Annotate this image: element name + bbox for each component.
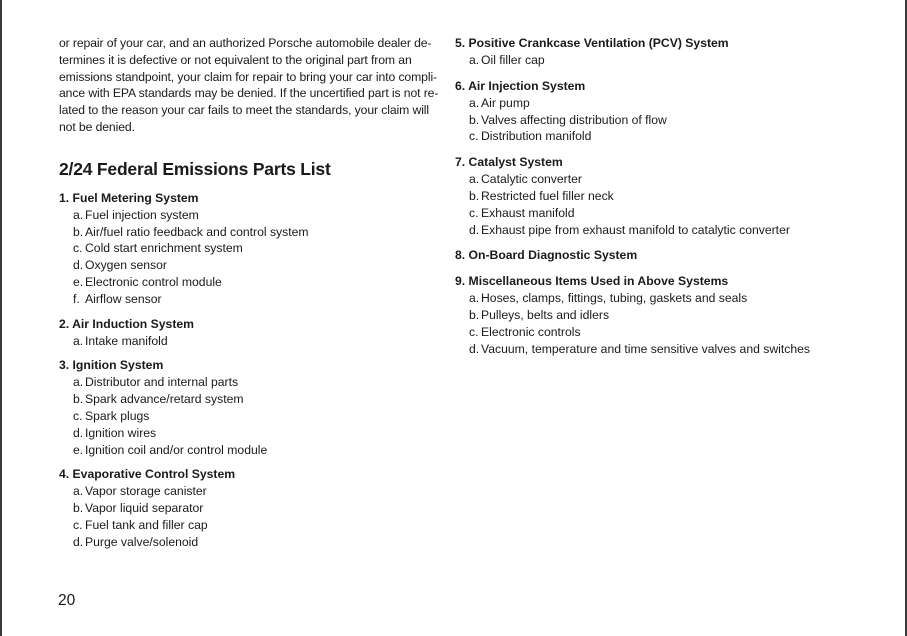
item-letter: c. (469, 129, 479, 144)
intro-line: termines it is defective or not equivalent to the original part from an (59, 52, 412, 67)
list-item (73, 408, 431, 425)
list-item (73, 374, 431, 391)
page-number: 20 (58, 592, 76, 609)
intro-paragraph (59, 35, 439, 136)
item-letter: a. (469, 53, 480, 67)
item-text: Cold start enrichment system (85, 241, 243, 256)
parts-section (455, 273, 875, 357)
item-text: Vacuum, temperature and time sensitive valves and switches (481, 341, 810, 356)
list-item (469, 52, 875, 69)
item-letter: a. (469, 291, 480, 306)
item-text: Oil filler cap (481, 53, 545, 67)
list-item (73, 240, 431, 257)
right-column (455, 35, 875, 367)
list-item (73, 333, 431, 350)
left-sections (59, 190, 431, 551)
list-item (73, 483, 431, 500)
item-text: Vapor storage canister (85, 484, 207, 499)
section-heading: 3. Ignition System (59, 358, 164, 373)
item-text: Valves affecting distribution of flow (481, 112, 667, 127)
item-letter: b. (73, 392, 84, 407)
list-item (469, 307, 875, 324)
item-text: Ignition wires (85, 425, 157, 440)
item-text: Oxygen sensor (85, 258, 167, 273)
right-sections (455, 35, 875, 358)
item-text: Intake manifold (85, 333, 168, 348)
list-item (469, 290, 875, 307)
parts-section (59, 190, 431, 308)
intro-line: or repair of your car, and an authorized Porsche automobile dealer de- (59, 36, 432, 50)
item-letter: e. (73, 442, 84, 457)
item-text: Fuel tank and filler cap (85, 517, 208, 532)
section-heading: 8. On-Board Diagnostic System (455, 248, 638, 263)
item-letter: a. (469, 95, 480, 110)
item-text: Catalytic converter (481, 172, 582, 187)
item-text: Restricted fuel filler neck (481, 188, 614, 203)
list-item (73, 274, 431, 291)
parts-section (455, 154, 875, 238)
list-item (73, 534, 431, 551)
left-column (59, 35, 439, 559)
list-item (469, 222, 875, 239)
item-text: Spark advance/retard system (85, 392, 244, 407)
parts-list-title: 2/24 Federal Emissions Parts List (59, 158, 331, 179)
item-text: Exhaust manifold (481, 205, 575, 220)
item-letter: c. (469, 205, 479, 220)
list-item (469, 205, 875, 222)
item-letter: e. (73, 274, 84, 289)
item-text: Spark plugs (85, 408, 150, 423)
section-heading: 5. Positive Crankcase Ventilation (PCV) System (455, 36, 729, 50)
list-item (73, 291, 431, 308)
intro-line: ance with EPA standards may be denied. If the uncertified part is not re- (59, 86, 439, 101)
item-letter: d. (73, 425, 84, 440)
item-letter: a. (73, 207, 84, 222)
item-letter: a. (73, 333, 84, 348)
list-item (469, 341, 875, 358)
section-heading: 1. Fuel Metering System (59, 190, 199, 205)
section-heading: 4. Evaporative Control System (59, 467, 236, 482)
item-letter: b. (469, 112, 480, 127)
item-text: Air/fuel ratio feedback and control system (85, 224, 309, 239)
item-letter: d. (73, 534, 84, 549)
list-item (73, 224, 431, 241)
list-item (469, 128, 875, 145)
item-text: Ignition coil and/or control module (85, 442, 268, 457)
item-letter: a. (469, 172, 480, 187)
item-text: Purge valve/solenoid (85, 534, 199, 549)
list-item (73, 257, 431, 274)
intro-line: emissions standpoint, your claim for repair to bring your car into compli- (59, 69, 438, 84)
page-edge-left (0, 0, 2, 636)
item-letter: c. (73, 517, 83, 532)
item-letter: b. (73, 501, 84, 516)
list-item (469, 324, 875, 341)
item-letter: d. (469, 222, 480, 237)
item-letter: c. (73, 241, 83, 256)
item-text: Distribution manifold (481, 129, 592, 144)
item-letter: c. (73, 408, 83, 423)
parts-section (59, 316, 431, 350)
list-item (73, 425, 431, 442)
section-heading: 6. Air Injection System (455, 78, 586, 93)
item-letter: d. (73, 258, 84, 273)
item-letter: a. (73, 375, 84, 390)
item-text: Hoses, clamps, fittings, tubing, gaskets and seals (481, 291, 748, 306)
item-text: Air pump (481, 95, 530, 110)
item-text: Fuel injection system (85, 207, 199, 222)
item-text: Distributor and internal parts (85, 375, 239, 390)
item-text: Electronic control module (85, 274, 222, 289)
list-item (469, 112, 875, 129)
list-item (469, 95, 875, 112)
item-letter: b. (469, 308, 480, 323)
list-item (73, 207, 431, 224)
item-letter: d. (469, 341, 480, 356)
intro-line: lated to the reason your car fails to meet the standards, your claim will (59, 103, 430, 118)
item-text: Exhaust pipe from exhaust manifold to catalytic converter (481, 222, 790, 237)
list-item (73, 442, 431, 459)
list-item (73, 391, 431, 408)
parts-section (455, 78, 875, 145)
item-text: Vapor liquid separator (85, 501, 204, 516)
parts-section (59, 357, 431, 458)
item-text: Airflow sensor (85, 291, 162, 306)
list-item (469, 188, 875, 205)
item-letter: c. (469, 324, 479, 339)
section-heading: 7. Catalyst System (455, 155, 563, 170)
section-heading: 2. Air Induction System (59, 316, 194, 331)
item-letter: a. (73, 484, 84, 499)
parts-section (455, 35, 875, 69)
list-item (73, 517, 431, 534)
item-text: Electronic controls (481, 324, 581, 339)
list-item (469, 171, 875, 188)
parts-section (455, 247, 875, 264)
item-letter: f. (73, 291, 80, 306)
item-letter: b. (73, 224, 84, 239)
item-letter: b. (469, 188, 480, 203)
section-heading: 9. Miscellaneous Items Used in Above Systems (455, 274, 729, 289)
list-item (73, 500, 431, 517)
item-text: Pulleys, belts and idlers (481, 308, 610, 323)
intro-line: not be denied. (59, 119, 135, 134)
parts-section (59, 466, 431, 550)
